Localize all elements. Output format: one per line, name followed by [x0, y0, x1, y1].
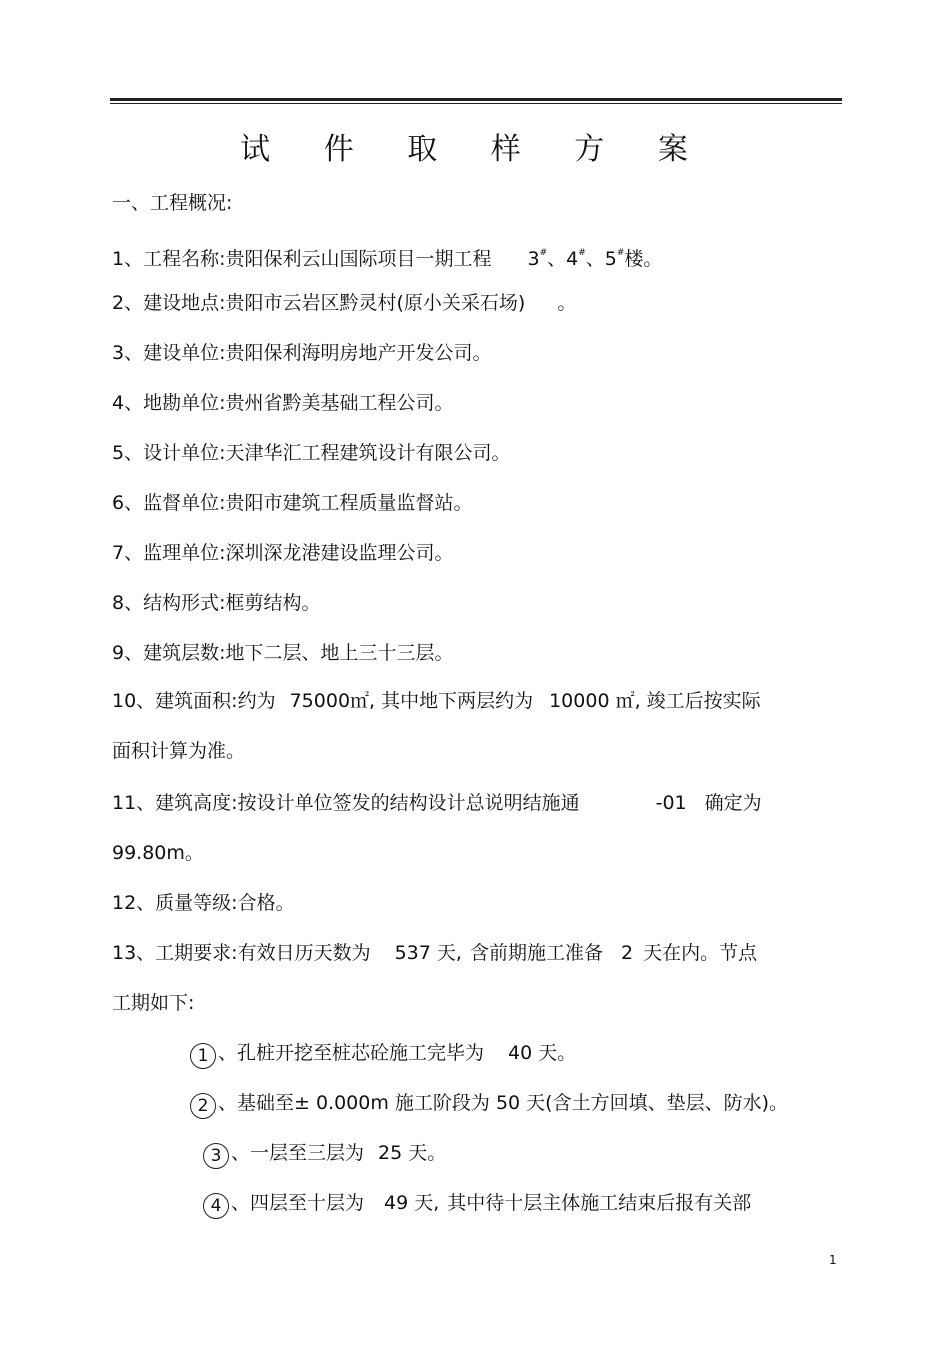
milestone-text: 、四层至十层为 — [231, 1192, 365, 1214]
item-design-unit: 5、设计单位:天津华汇工程建筑设计有限公司。 — [112, 442, 511, 464]
item-tail: 楼。 — [624, 248, 663, 270]
item-label: 13、工期要求:有效日历天数为 — [112, 942, 371, 964]
item-label: 2、建设地点:贵阳市云岩区黔灵村(原小关采石场) — [112, 292, 526, 314]
item-label: 11、建筑高度:按设计单位签发的结构设计总说明结施通 — [112, 792, 580, 814]
days-value: 49 天, — [384, 1192, 440, 1214]
superscript: # — [616, 248, 625, 258]
item-text: 天在内。节点 — [643, 942, 758, 964]
milestone-4 — [203, 1190, 751, 1219]
building-number: 、4 — [547, 248, 579, 270]
item-tail: 。 — [557, 292, 577, 314]
item-text: 竣工后按实际 — [646, 690, 761, 712]
days-value: 25 天。 — [378, 1142, 447, 1164]
circled-number: 2 — [190, 1093, 216, 1119]
superscript: # — [539, 248, 548, 258]
milestone-text: 、一层至三层为 — [231, 1142, 365, 1164]
section-heading: 一、工程概况: — [112, 192, 233, 214]
page-number: 1 — [829, 1253, 837, 1267]
milestone-3 — [203, 1140, 446, 1169]
days-value: 2 — [620, 942, 634, 964]
drawing-code: -01 — [655, 792, 687, 814]
item-text: 其中地下两层约为 — [381, 690, 534, 712]
item-survey-unit: 4、地勘单位:贵州省黔美基础工程公司。 — [112, 392, 454, 414]
building-number: 、5 — [585, 248, 617, 270]
milestone-text: 其中待十层主体施工结束后报有关部 — [447, 1192, 752, 1214]
item-area-cont: 面积计算为准。 — [112, 740, 246, 762]
milestone-text: 、孔桩开挖至桩芯砼施工完毕为 — [218, 1042, 485, 1064]
item-label: 10、建筑面积:约为 — [112, 690, 276, 712]
superscript: # — [578, 248, 586, 258]
item-label: 1、工程名称:贵阳保利云山国际项目一期工程 — [112, 248, 492, 270]
item-height-cont: 99.80m。 — [112, 842, 204, 864]
item-quality: 12、质量等级:合格。 — [112, 892, 295, 914]
item-supervision-unit: 6、监督单位:贵阳市建筑工程质量监督站。 — [112, 492, 473, 514]
circled-number: 4 — [203, 1193, 229, 1219]
item-owner: 3、建设单位:贵阳保利海明房地产开发公司。 — [112, 342, 492, 364]
building-number: 3 — [527, 248, 540, 270]
item-project-name — [112, 240, 662, 272]
document-title: 试 件 取 样 方 案 — [240, 132, 710, 167]
milestone-text: 、基础至± 0.000m 施工阶段为 50 天(含土方回填、垫层、防水)。 — [218, 1092, 788, 1114]
milestone-1 — [190, 1040, 576, 1069]
days-value: 40 天。 — [508, 1042, 577, 1064]
item-inspection-unit: 7、监理单位:深圳深龙港建设监理公司。 — [112, 542, 454, 564]
header-rule-thin — [110, 103, 842, 104]
item-schedule-cont: 工期如下: — [112, 992, 195, 1014]
header-rule-thick — [110, 98, 842, 101]
area-value: 75000㎡, — [289, 690, 376, 712]
item-text: 含前期施工准备 — [469, 942, 603, 964]
circled-number: 3 — [203, 1143, 229, 1169]
milestone-2 — [190, 1090, 788, 1119]
area-value: 10000 ㎡, — [549, 690, 641, 712]
item-height — [112, 790, 762, 816]
circled-number: 1 — [190, 1043, 216, 1069]
days-value: 537 天, — [394, 942, 462, 964]
item-schedule — [112, 940, 757, 966]
item-floors: 9、建筑层数:地下二层、地上三十三层。 — [112, 642, 454, 664]
item-text: 确定为 — [704, 792, 762, 814]
item-location — [112, 290, 576, 316]
item-area — [112, 688, 761, 714]
item-structure: 8、结构形式:框剪结构。 — [112, 592, 321, 614]
